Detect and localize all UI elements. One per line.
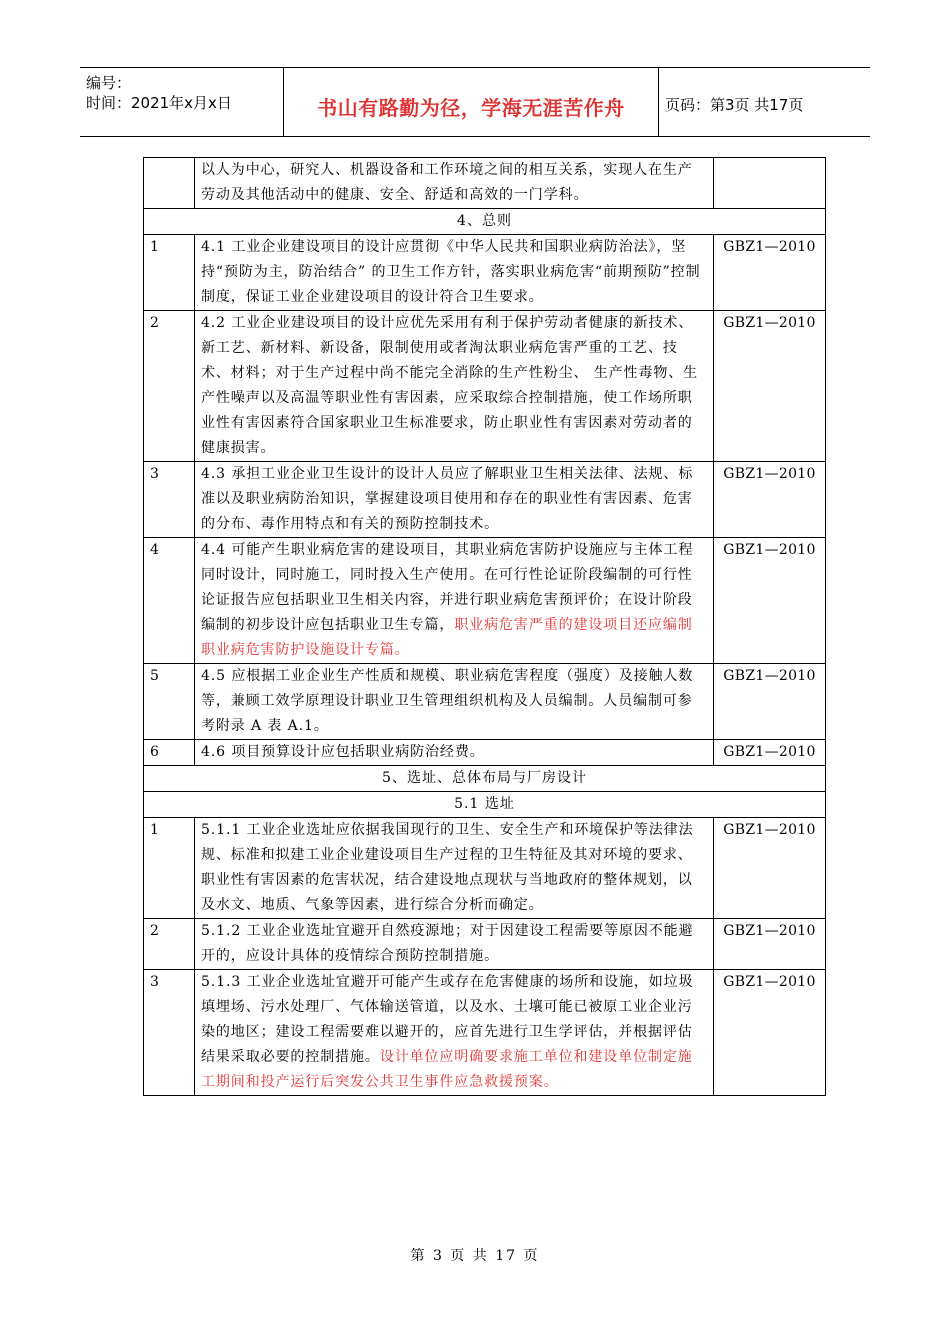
row-number-cell: 2 [144,311,195,462]
subsection-heading-site-selection: 5.1 选址 [144,792,826,818]
header-motto: 书山有路勤为径，学海无涯苦作舟 [317,96,625,120]
row-highlight-text: 职业病危害严重的建设项目还应编制职业病危害防护设施设计专篇。 [201,617,693,658]
row-text: 5.1.3 工业企业选址宜避开可能产生或存在危害健康的场所和设施，如垃圾填埋场、污水处理厂、气体输送管道，以及水、土壤可能已被原工业企业污染的地区；建设工程需要难以避开的，应首先进行卫生学评估，并根据评估结果采取必要的控制措施。 [201,974,694,1065]
row-text: 5.1.1 工业企业选址应依据我国现行的卫生、安全生产和环境保护等法律法规、标准和拟建工业企业建设项目生产过程的卫生特征及其对环境的要求、职业性有害因素的危害状况，结合建设地点现状与当地政府的整体规划，以及水文、地质、气象等因素，进行综合分析而确定。 [201,822,694,913]
row-reference-cell: GBZ1—2010 [714,311,826,462]
row-text: 5.1.2 工业企业选址宜避开自然疫源地；对于因建设工程需要等原因不能避开的，应设计具体的疫情综合预防控制措施。 [201,923,694,964]
document-date-label: 时间：2021年x月x日 [86,94,232,112]
row-reference-cell [714,158,826,209]
row-text-cell [195,462,714,538]
row-text-cell [195,235,714,311]
row-number-cell: 1 [144,235,195,311]
row-number-cell: 4 [144,538,195,664]
table-row [144,664,826,740]
table-row [144,538,826,664]
table-row [144,818,826,919]
row-text-cell [195,919,714,970]
row-number-cell: 1 [144,818,195,919]
row-number-cell [144,158,195,209]
header-page-number: 页码：第3页 共17页 [665,96,804,114]
table-row [144,311,826,462]
row-number-cell: 3 [144,462,195,538]
table-row [144,919,826,970]
section-row [144,766,826,792]
table-row [144,740,826,766]
row-reference-cell: GBZ1—2010 [714,919,826,970]
row-text-cell: 以人为中心，研究人、机器设备和工作环境之间的相互关系，实现人在生产劳动及其他活动中的健康、安全、舒适和高效的一门学科。 [195,158,714,209]
table-row [144,158,826,209]
page-header [80,67,870,137]
row-text-cell [195,538,714,664]
row-number-cell: 6 [144,740,195,766]
row-reference-cell: GBZ1—2010 [714,970,826,1096]
section-heading-general: 4、总则 [144,209,826,235]
row-reference-cell: GBZ1—2010 [714,538,826,664]
row-text: 4.2 工业企业建设项目的设计应优先采用有利于保护劳动者健康的新技术、新工艺、新材料、新设备，限制使用或者淘汰职业病危害严重的工艺、技术、材料；对于生产过程中尚不能完全消除的生产性粉尘、 生产性毒物、生产性噪声以及高温等职业性有害因素，应采取综合控制措施，使工作场所职业性有害因素符合国家职业卫生标准要求，防止职业性有害因素对劳动者的健康损害。 [201,315,699,456]
section-heading-site: 5、选址、总体布局与厂房设计 [144,766,826,792]
row-reference-cell: GBZ1—2010 [714,740,826,766]
document-number-label: 编号： [86,74,132,92]
row-reference-cell: GBZ1—2010 [714,664,826,740]
row-reference-cell: GBZ1—2010 [714,235,826,311]
row-text: 4.4 可能产生职业病危害的建设项目，其职业病危害防护设施应与主体工程同时设计，同时施工，同时投入生产使用。在可行性论证阶段编制的可行性论证报告应包括职业卫生相关内容，并进行职业病危害预评价；在设计阶段编制的初步设计应包括职业卫生专篇， [201,542,694,633]
row-text: 4.1 工业企业建设项目的设计应贯彻《中华人民共和国职业病防治法》，坚持“预防为主，防治结合” 的卫生工作方针，落实职业病危害“前期预防”控制制度，保证工业企业建设项目的设计符合卫生要求。 [201,239,701,305]
row-text: 4.3 承担工业企业卫生设计的设计人员应了解职业卫生相关法律、法规、标准以及职业病防治知识，掌握建设项目使用和存在的职业性有害因素、危害的分布、毒作用特点和有关的预防控制技术。 [201,466,694,532]
subsection-row [144,792,826,818]
row-text: 4.6 项目预算设计应包括职业病防治经费。 [201,744,485,760]
row-text-cell [195,818,714,919]
row-text-cell [195,970,714,1096]
header-motto-cell [284,68,659,136]
row-text: 4.5 应根据工业企业生产性质和规模、职业病危害程度（强度）及接触人数等，兼顾工效学原理设计职业卫生管理组织机构及人员编制。人员编制可参考附录 A 表 A.1。 [201,668,694,734]
header-page-cell [659,68,870,136]
row-reference-cell: GBZ1—2010 [714,818,826,919]
row-text-cell [195,740,714,766]
table-row [144,970,826,1096]
row-highlight-text: 设计单位应明确要求施工单位和建设单位制定施工期间和投产运行后突发公共卫生事件应急救援预案。 [201,1049,693,1090]
table-row [144,462,826,538]
row-text-cell [195,664,714,740]
row-number-cell: 3 [144,970,195,1096]
row-reference-cell: GBZ1—2010 [714,462,826,538]
row-number-cell: 5 [144,664,195,740]
row-number-cell: 2 [144,919,195,970]
header-info-cell [80,68,284,136]
standards-table [143,157,826,1096]
page-footer: 第 3 页 共 17 页 [410,1248,540,1264]
row-text-cell [195,311,714,462]
section-row [144,209,826,235]
table-row [144,235,826,311]
